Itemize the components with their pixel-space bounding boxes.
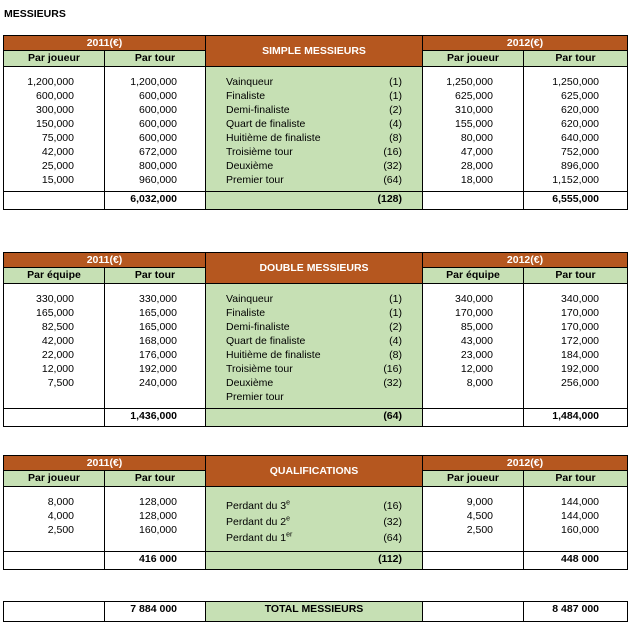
col-header: Par joueur bbox=[423, 471, 524, 487]
cell bbox=[105, 390, 205, 404]
cell: 172,000 bbox=[561, 335, 600, 347]
round-count: (16) bbox=[383, 363, 402, 375]
cell: 340,000 bbox=[561, 293, 600, 305]
cell: 192,000 bbox=[139, 363, 177, 375]
round-label: Perdant du 1er bbox=[226, 531, 293, 544]
round-row bbox=[206, 306, 422, 320]
round-row bbox=[206, 320, 422, 334]
round-count: (16) bbox=[383, 146, 402, 158]
total-value: 1,436,000 bbox=[130, 410, 177, 422]
cell: 1,250,000 bbox=[552, 76, 600, 88]
round-label: Vainqueur bbox=[226, 293, 274, 305]
qualifications-table bbox=[3, 455, 627, 570]
cell: 28,000 bbox=[460, 160, 493, 172]
cell: 600,000 bbox=[139, 104, 177, 116]
col-header: Par équipe bbox=[423, 268, 524, 284]
round-row bbox=[206, 117, 422, 131]
column-2011-per-player bbox=[4, 67, 105, 192]
round-row bbox=[206, 75, 422, 89]
cell: 42,000 bbox=[41, 335, 74, 347]
cell: 25,000 bbox=[41, 160, 74, 172]
round-row bbox=[206, 515, 422, 531]
cell: 960,000 bbox=[139, 174, 177, 186]
cell: 625,000 bbox=[455, 90, 493, 102]
round-label: Demi-finaliste bbox=[226, 321, 290, 333]
cell: 155,000 bbox=[455, 118, 493, 130]
cell: 170,000 bbox=[561, 321, 600, 333]
round-label: Vainqueur bbox=[226, 76, 274, 88]
section-title: QUALIFICATIONS bbox=[206, 456, 423, 487]
cell: 176,000 bbox=[139, 349, 177, 361]
cell: 896,000 bbox=[561, 160, 600, 172]
cell: 80,000 bbox=[460, 132, 493, 144]
cell: 310,000 bbox=[455, 104, 493, 116]
round-label: Perdant du 2e bbox=[226, 515, 291, 528]
cell: 12,000 bbox=[41, 363, 74, 375]
column-2012-per-round bbox=[524, 487, 628, 552]
total-2011 bbox=[105, 409, 206, 427]
cell: 2,500 bbox=[47, 524, 74, 536]
cell: 18,000 bbox=[460, 174, 493, 186]
total-2012 bbox=[524, 552, 628, 570]
cell: 4,000 bbox=[47, 510, 74, 522]
cell: 8,000 bbox=[466, 377, 493, 389]
total-value: 448 000 bbox=[561, 553, 600, 565]
column-2011-per-round bbox=[105, 487, 206, 552]
cell: 2,500 bbox=[466, 524, 493, 536]
cell: 85,000 bbox=[460, 321, 493, 333]
round-label: Premier tour bbox=[226, 391, 284, 403]
column-2011-per-team bbox=[4, 284, 105, 409]
round-count: (2) bbox=[389, 321, 402, 333]
cell: 160,000 bbox=[139, 524, 177, 536]
cell: 625,000 bbox=[561, 90, 600, 102]
cell: 128,000 bbox=[139, 496, 177, 508]
grand-total-row bbox=[3, 601, 627, 622]
col-header: Par tour bbox=[524, 268, 628, 284]
round-row bbox=[206, 131, 422, 145]
total-2012 bbox=[524, 192, 628, 210]
round-label: Demi-finaliste bbox=[226, 104, 290, 116]
round-label: Quart de finaliste bbox=[226, 335, 306, 347]
year-2011-header: 2011(€) bbox=[4, 36, 206, 51]
round-label: Huitième de finaliste bbox=[226, 349, 321, 361]
cell: 752,000 bbox=[561, 146, 600, 158]
cell: 160,000 bbox=[561, 524, 600, 536]
grand-total-label: TOTAL MESSIEURS bbox=[206, 602, 423, 622]
col-header: Par tour bbox=[105, 471, 206, 487]
column-2011-per-round bbox=[105, 284, 206, 409]
cell: 240,000 bbox=[139, 377, 177, 389]
round-label: Troisième tour bbox=[226, 146, 293, 158]
total-2011 bbox=[105, 192, 206, 210]
col-header: Par tour bbox=[105, 268, 206, 284]
cell: 340,000 bbox=[455, 293, 493, 305]
round-row bbox=[206, 390, 422, 404]
cell: 170,000 bbox=[561, 307, 600, 319]
cell: 170,000 bbox=[455, 307, 493, 319]
cell: 4,500 bbox=[466, 510, 493, 522]
total-count: (64) bbox=[206, 409, 423, 427]
rounds-column bbox=[206, 487, 423, 552]
round-label: Quart de finaliste bbox=[226, 118, 306, 130]
round-label: Troisième tour bbox=[226, 363, 293, 375]
round-row bbox=[206, 348, 422, 362]
round-label: Deuxième bbox=[226, 160, 274, 172]
column-2012-per-round bbox=[524, 67, 628, 192]
col-header: Par tour bbox=[105, 51, 206, 67]
year-2011-header: 2011(€) bbox=[4, 456, 206, 471]
column-2011-per-player bbox=[4, 487, 105, 552]
cell: 22,000 bbox=[41, 349, 74, 361]
cell: 42,000 bbox=[41, 146, 74, 158]
cell: 300,000 bbox=[36, 104, 74, 116]
round-row bbox=[206, 103, 422, 117]
total-count: (128) bbox=[206, 192, 423, 210]
round-row bbox=[206, 531, 422, 547]
round-row bbox=[206, 159, 422, 173]
cell: 8,000 bbox=[47, 496, 74, 508]
simple-messieurs-table bbox=[3, 35, 627, 210]
round-label: Deuxième bbox=[226, 377, 274, 389]
round-count: (64) bbox=[383, 174, 402, 186]
total-value: 1,484,000 bbox=[552, 410, 600, 422]
cell: 800,000 bbox=[139, 160, 177, 172]
round-label: Huitième de finaliste bbox=[226, 132, 321, 144]
round-count: (4) bbox=[389, 335, 402, 347]
round-row bbox=[206, 145, 422, 159]
col-header: Par joueur bbox=[4, 471, 105, 487]
round-label: Perdant du 3e bbox=[226, 499, 291, 512]
total-value: 6,555,000 bbox=[552, 193, 600, 205]
round-count: (1) bbox=[389, 307, 402, 319]
year-2011-header: 2011(€) bbox=[4, 253, 206, 268]
cell: 600,000 bbox=[139, 90, 177, 102]
total-value: 416 000 bbox=[139, 553, 177, 565]
round-row bbox=[206, 89, 422, 103]
round-count: (1) bbox=[389, 76, 402, 88]
cell: 600,000 bbox=[139, 118, 177, 130]
cell: 192,000 bbox=[561, 363, 600, 375]
round-count: (4) bbox=[389, 118, 402, 130]
round-row bbox=[206, 292, 422, 306]
column-2012-per-player bbox=[423, 67, 524, 192]
column-2012-per-player bbox=[423, 487, 524, 552]
cell: 165,000 bbox=[36, 307, 74, 319]
cell: 128,000 bbox=[139, 510, 177, 522]
cell: 330,000 bbox=[36, 293, 74, 305]
cell: 144,000 bbox=[561, 496, 600, 508]
round-row bbox=[206, 334, 422, 348]
cell: 82,500 bbox=[41, 321, 74, 333]
year-2012-header: 2012(€) bbox=[423, 456, 628, 471]
column-2012-per-team bbox=[423, 284, 524, 409]
total-count: (112) bbox=[206, 552, 423, 570]
cell: 1,200,000 bbox=[130, 76, 177, 88]
cell: 7,500 bbox=[47, 377, 74, 389]
cell: 43,000 bbox=[460, 335, 493, 347]
column-2011-per-round bbox=[105, 67, 206, 192]
round-label: Premier tour bbox=[226, 174, 284, 186]
year-2012-header: 2012(€) bbox=[423, 36, 628, 51]
cell: 184,000 bbox=[561, 349, 600, 361]
round-count: (1) bbox=[389, 293, 402, 305]
cell: 672,000 bbox=[139, 146, 177, 158]
column-2012-per-round bbox=[524, 284, 628, 409]
total-2012 bbox=[524, 409, 628, 427]
cell: 1,200,000 bbox=[27, 76, 74, 88]
round-count: (64) bbox=[383, 532, 402, 544]
col-header: Par tour bbox=[524, 471, 628, 487]
round-label: Finaliste bbox=[226, 90, 266, 102]
double-messieurs-table bbox=[3, 252, 627, 427]
total-2011 bbox=[105, 552, 206, 570]
col-header: Par joueur bbox=[423, 51, 524, 67]
round-count: (32) bbox=[383, 516, 402, 528]
cell: 168,000 bbox=[139, 335, 177, 347]
cell: 47,000 bbox=[460, 146, 493, 158]
cell: 620,000 bbox=[561, 104, 600, 116]
cell: 150,000 bbox=[36, 118, 74, 130]
total-value: 7 884 000 bbox=[130, 603, 177, 615]
page-title: MESSIEURS bbox=[4, 8, 66, 20]
cell: 9,000 bbox=[466, 496, 493, 508]
round-count: (2) bbox=[389, 104, 402, 116]
cell: 12,000 bbox=[460, 363, 493, 375]
round-count: (16) bbox=[383, 500, 402, 512]
section-title: DOUBLE MESSIEURS bbox=[206, 253, 423, 284]
col-header: Par joueur bbox=[4, 51, 105, 67]
cell: 330,000 bbox=[139, 293, 177, 305]
cell: 600,000 bbox=[139, 132, 177, 144]
cell: 1,152,000 bbox=[552, 174, 600, 186]
grand-total-2012 bbox=[524, 602, 628, 622]
round-row bbox=[206, 376, 422, 390]
round-row bbox=[206, 362, 422, 376]
cell: 144,000 bbox=[561, 510, 600, 522]
round-count: (32) bbox=[383, 160, 402, 172]
cell: 165,000 bbox=[139, 321, 177, 333]
round-row bbox=[206, 499, 422, 515]
cell: 23,000 bbox=[460, 349, 493, 361]
col-header: Par équipe bbox=[4, 268, 105, 284]
cell: 15,000 bbox=[41, 174, 74, 186]
round-row bbox=[206, 173, 422, 187]
cell: 165,000 bbox=[139, 307, 177, 319]
total-value: 8 487 000 bbox=[552, 603, 599, 615]
cell bbox=[423, 390, 523, 404]
grand-total-2011 bbox=[105, 602, 206, 622]
cell: 600,000 bbox=[36, 90, 74, 102]
round-count: (8) bbox=[389, 132, 402, 144]
cell: 1,250,000 bbox=[446, 76, 493, 88]
cell: 640,000 bbox=[561, 132, 600, 144]
cell bbox=[4, 390, 104, 404]
rounds-column bbox=[206, 67, 423, 192]
col-header: Par tour bbox=[524, 51, 628, 67]
round-count: (8) bbox=[389, 349, 402, 361]
round-count: (1) bbox=[389, 90, 402, 102]
rounds-column bbox=[206, 284, 423, 409]
round-count: (32) bbox=[383, 377, 402, 389]
cell: 75,000 bbox=[41, 132, 74, 144]
cell: 256,000 bbox=[561, 377, 600, 389]
total-value: 6,032,000 bbox=[130, 193, 177, 205]
section-title: SIMPLE MESSIEURS bbox=[206, 36, 423, 67]
cell: 620,000 bbox=[561, 118, 600, 130]
round-label: Finaliste bbox=[226, 307, 266, 319]
cell bbox=[524, 390, 627, 404]
year-2012-header: 2012(€) bbox=[423, 253, 628, 268]
